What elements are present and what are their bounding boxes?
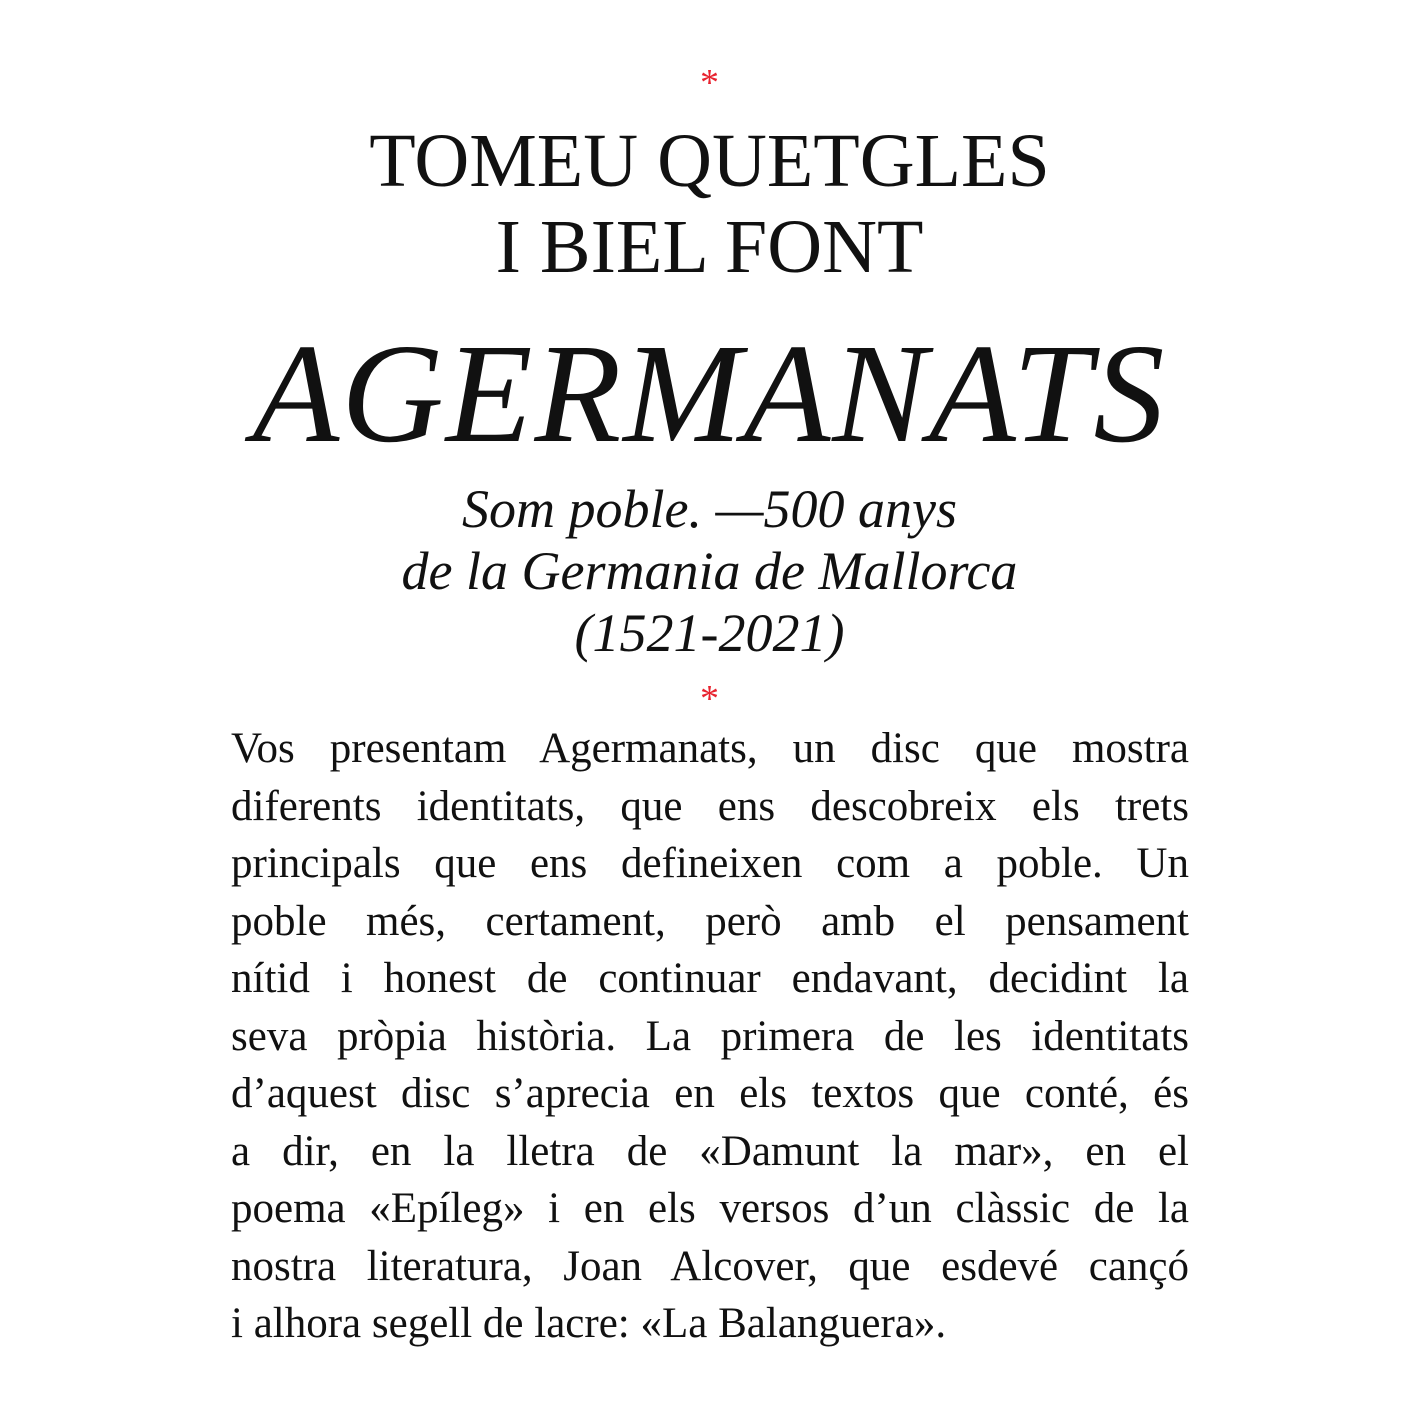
- body-line: poema «Epíleg» i en els versos d’un clàssic de la: [231, 1185, 1189, 1232]
- authors-heading: [0, 118, 1419, 290]
- body-line: principals que ens defineixen com a poble. Un: [231, 840, 1189, 887]
- body-line: diferents identitats, que ens descobreix els trets: [231, 782, 1189, 830]
- body-line: poble més, certament, però amb el pensament: [231, 897, 1189, 945]
- body-line: nostra literatura, Joan Alcover, que esdevé cançó: [231, 1242, 1189, 1290]
- authors-line-1: TOMEU QUETGLES: [369, 119, 1050, 203]
- subtitle-line-3: (1521-2021): [574, 603, 845, 663]
- middle-asterisk-ornament: *: [700, 678, 719, 720]
- body-line: d’aquest disc s’aprecia en els textos que conté, és: [231, 1070, 1189, 1117]
- body-line: Vos presentam Agermanats, un disc que mostra: [231, 725, 1189, 772]
- body-paragraph: [231, 720, 1189, 1353]
- body-line: a dir, en la lletra de «Damunt la mar», en el: [231, 1127, 1189, 1175]
- subtitle: [0, 478, 1419, 664]
- authors-line-2: I BIEL FONT: [495, 205, 924, 289]
- top-asterisk-ornament: *: [700, 62, 719, 104]
- body-line: seva pròpia història. La primera de les identitats: [231, 1012, 1189, 1060]
- body-line: nítid i honest de continuar endavant, decidint la: [231, 955, 1189, 1002]
- subtitle-line-2: de la Germania de Mallorca: [401, 541, 1018, 601]
- subtitle-line-1: Som poble. —500 anys: [462, 479, 957, 539]
- album-title: AGERMANATS: [252, 314, 1167, 472]
- body-line: i alhora segell de lacre: «La Balanguera».: [231, 1300, 947, 1347]
